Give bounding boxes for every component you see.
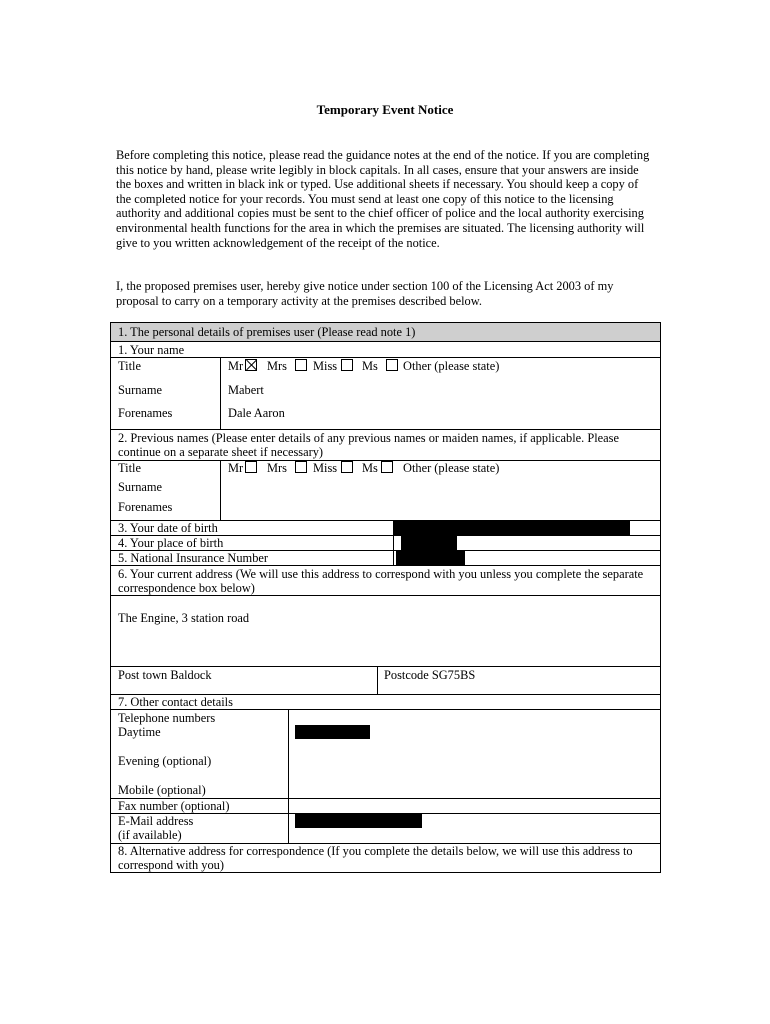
surname-label: Surname xyxy=(118,383,163,397)
address-value[interactable]: The Engine, 3 station road xyxy=(118,611,250,625)
other-label: Other (please state) xyxy=(403,359,500,373)
prev-forenames-label: Forenames xyxy=(118,500,173,514)
ni-label: 5. National Insurance Number xyxy=(118,551,269,565)
postcode[interactable]: Postcode SG75BS xyxy=(384,668,476,682)
prev-other-label: Other (please state) xyxy=(403,461,500,475)
prev-mrs-label: Mrs xyxy=(267,461,287,475)
mrs-label: Mrs xyxy=(267,359,287,373)
dob-label: 3. Your date of birth xyxy=(118,521,218,535)
ms-label: Ms xyxy=(362,359,378,373)
mrs-checkbox[interactable] xyxy=(295,359,307,371)
prev-mr-label: Mr xyxy=(228,461,244,475)
daytime-redacted xyxy=(295,725,370,739)
miss-checkbox[interactable] xyxy=(341,359,353,371)
address-label: 6. Your current address (We will use this address to correspond with you unless you complete the separate correspondence box below) xyxy=(118,567,644,595)
pob-redacted xyxy=(401,536,457,550)
declaration-paragraph: I, the proposed premises user, hereby give notice under section 100 of the Licensing Act 2003 of my proposal to carry on a temporary activity at the premises described below. xyxy=(116,279,614,308)
forenames-value[interactable]: Dale Aaron xyxy=(228,406,285,420)
evening-label: Evening (optional) xyxy=(118,754,212,768)
prev-title-label: Title xyxy=(118,461,141,475)
ni-redacted xyxy=(396,551,465,565)
page-title: Temporary Event Notice xyxy=(316,102,454,117)
prev-miss-checkbox[interactable] xyxy=(341,461,353,473)
miss-label: Miss xyxy=(313,359,338,373)
alt-address-label: 8. Alternative address for correspondence (If you complete the details below, we will use this address to correspond with you) xyxy=(118,844,633,872)
notice-form xyxy=(110,322,661,873)
prev-surname-label: Surname xyxy=(118,480,163,494)
prev-mrs-checkbox[interactable] xyxy=(295,461,307,473)
post-town[interactable]: Post town Baldock xyxy=(118,668,212,682)
email-redacted xyxy=(295,814,422,828)
ms-checkbox[interactable] xyxy=(386,359,398,371)
previous-names-label: 2. Previous names (Please enter details of any previous names or maiden names, if applicable. Please continue on a separate sheet if necessary) xyxy=(118,431,619,459)
telephone-label: Telephone numbers xyxy=(118,711,216,725)
mr-label: Mr xyxy=(228,359,244,373)
intro-paragraph: Before completing this notice, please read the guidance notes at the end of the notice. If you are completing this notice by hand, please write legibly in block capitals. In all cases, ensure that your answers are inside the boxes and written in black ink or typed. Use additional sheets if necessary. You should keep a copy of the completed notice for your records. You must send at least one copy of this notice to the licensing authority and additional copies must be sent to the chief officer of police and the local authority exercising environmental health functions for the area in which the premises are situated. The licensing authority will give to you written acknowledgement of the receipt of the notice. xyxy=(116,148,650,250)
dob-redacted xyxy=(393,521,630,535)
surname-value[interactable]: Mabert xyxy=(228,383,264,397)
contact-label: 7. Other contact details xyxy=(118,695,233,709)
your-name-label: 1. Your name xyxy=(118,343,185,357)
prev-miss-label: Miss xyxy=(313,461,338,475)
prev-mr-checkbox[interactable] xyxy=(245,461,257,473)
mr-checkbox[interactable] xyxy=(245,359,257,371)
section-1-title: 1. The personal details of premises user (Please read note 1) xyxy=(118,325,416,339)
title-label: Title xyxy=(118,359,141,373)
pob-label: 4. Your place of birth xyxy=(118,536,224,550)
email-label: E-Mail address xyxy=(118,814,194,828)
prev-ms-label: Ms xyxy=(362,461,378,475)
daytime-label: Daytime xyxy=(118,725,161,739)
mobile-label: Mobile (optional) xyxy=(118,783,206,797)
fax-label: Fax number (optional) xyxy=(118,799,230,813)
prev-ms-checkbox[interactable] xyxy=(381,461,393,473)
if-available-label: (if available) xyxy=(118,828,182,842)
forenames-label: Forenames xyxy=(118,406,173,420)
